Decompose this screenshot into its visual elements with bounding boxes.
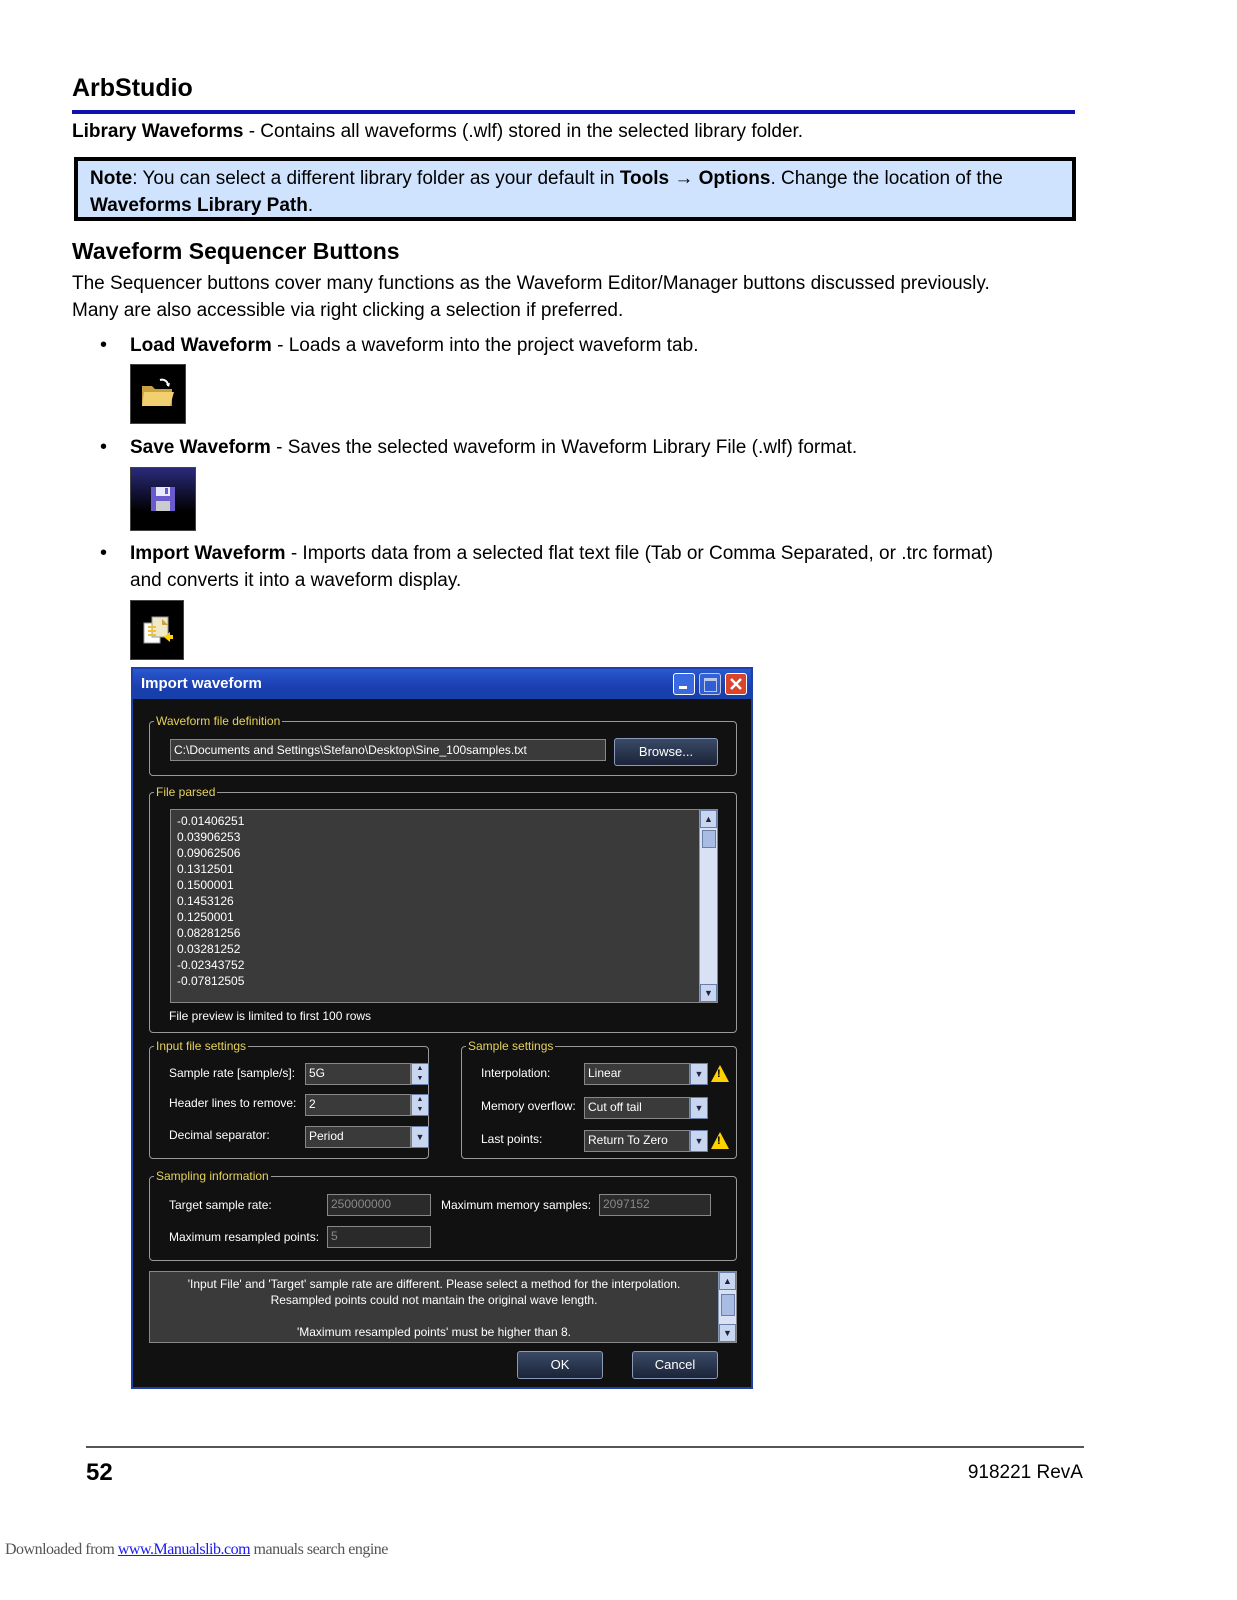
bullet-dot: •: [100, 436, 108, 458]
interpolation-label: Interpolation:: [481, 1066, 551, 1080]
note-text-1: : You can select a different library folder as your default in: [132, 168, 620, 189]
target-sample-rate-label: Target sample rate:: [169, 1198, 272, 1212]
chevron-down-icon[interactable]: ▼: [411, 1126, 429, 1148]
footer-rule: [86, 1446, 1084, 1448]
dialog-titlebar[interactable]: [133, 669, 751, 699]
list-item[interactable]: 0.1312501: [177, 862, 234, 876]
download-note: [5, 1541, 388, 1559]
list-item[interactable]: 0.1500001: [177, 878, 234, 892]
note-bold-2: Waveforms Library Path: [90, 195, 308, 216]
sample-rate-label: Sample rate [sample/s]:: [169, 1066, 296, 1080]
bullet-save-waveform: [100, 434, 858, 461]
download-suffix: manuals search engine: [250, 1541, 388, 1558]
close-icon: [726, 674, 746, 694]
list-item[interactable]: 0.1250001: [177, 910, 234, 924]
maximize-button[interactable]: [699, 673, 721, 695]
minimize-icon: [679, 686, 687, 689]
list-item[interactable]: 0.03906253: [177, 830, 241, 844]
bullet-dot: •: [100, 334, 108, 356]
preview-limit-note: File preview is limited to first 100 rows: [169, 1009, 372, 1023]
import-file-icon[interactable]: [130, 600, 184, 660]
parsed-rows: [171, 810, 717, 989]
dialog-title: Import waveform: [141, 675, 262, 692]
bullet-bold: Load Waveform: [130, 335, 272, 356]
bullet-load-waveform: [100, 332, 699, 359]
minimize-button[interactable]: [673, 673, 695, 695]
scroll-down-icon[interactable]: ▼: [700, 984, 717, 1002]
list-item[interactable]: -0.02343752: [177, 958, 245, 972]
max-resampled-points-label: Maximum resampled points:: [169, 1230, 320, 1244]
message-line-2: Resampled points could not mantain the original wave length.: [270, 1293, 598, 1307]
chevron-down-icon[interactable]: ▼: [690, 1063, 708, 1085]
maximize-icon: [704, 678, 717, 692]
page-title: ArbStudio: [72, 74, 193, 102]
warning-icon: !: [711, 1132, 729, 1149]
scroll-thumb[interactable]: [721, 1294, 735, 1316]
file-path-input[interactable]: C:\Documents and Settings\Stefano\Desktop\Sine_100samples.txt: [170, 739, 606, 761]
last-points-label: Last points:: [481, 1132, 543, 1146]
list-item[interactable]: 0.1453126: [177, 894, 234, 908]
sample-settings-legend: Sample settings: [468, 1039, 554, 1053]
list-item[interactable]: -0.01406251: [177, 814, 245, 828]
header-lines-input[interactable]: 2: [305, 1094, 411, 1116]
list-item[interactable]: -0.07812505: [177, 974, 245, 988]
memory-overflow-label: Memory overflow:: [481, 1099, 576, 1113]
note-text-3: .: [307, 195, 314, 216]
message-area[interactable]: [149, 1271, 737, 1343]
warning-icon: !: [711, 1065, 729, 1082]
section-body: [72, 270, 990, 324]
floppy-disk-icon[interactable]: [130, 467, 196, 531]
scroll-up-icon[interactable]: ▲: [719, 1272, 736, 1290]
page-number: 52: [86, 1459, 113, 1486]
parsed-values-list[interactable]: [170, 809, 718, 1003]
header-lines-label: Header lines to remove:: [169, 1096, 297, 1110]
scroll-down-icon[interactable]: ▼: [719, 1324, 736, 1342]
intro-text: - Contains all waveforms (.wlf) stored in the selected library folder.: [243, 121, 804, 142]
header-rule: [72, 110, 1075, 114]
close-button[interactable]: [725, 673, 747, 695]
max-resampled-points-field: 5: [327, 1226, 431, 1248]
bullet-text-line-2: and converts it into a waveform display.: [130, 570, 462, 591]
scroll-up-icon[interactable]: ▲: [700, 810, 717, 828]
note-bold-1: Tools → Options: [619, 168, 771, 189]
message-line-3: 'Maximum resampled points' must be higher than 8.: [296, 1325, 572, 1339]
sampling-information-legend: Sampling information: [156, 1169, 269, 1183]
bullet-dot: •: [100, 542, 108, 564]
message-text: [150, 1276, 718, 1340]
sample-rate-input[interactable]: 5G: [305, 1063, 411, 1085]
scroll-thumb[interactable]: [702, 830, 716, 848]
parsed-list-scrollbar[interactable]: [699, 810, 717, 1002]
last-points-select[interactable]: Return To Zero: [584, 1130, 690, 1152]
intro-bold: Library Waveforms: [72, 121, 244, 142]
max-memory-samples-label: Maximum memory samples:: [441, 1198, 592, 1212]
bullet-bold: Save Waveform: [130, 437, 271, 458]
list-item[interactable]: 0.03281252: [177, 942, 241, 956]
sample-rate-stepper[interactable]: ▲ ▼: [411, 1063, 429, 1085]
note-box: [74, 157, 1076, 221]
section-body-line-1: The Sequencer buttons cover many functions as the Waveform Editor/Manager buttons discussed previously.: [72, 273, 990, 294]
chevron-down-icon[interactable]: ▼: [690, 1097, 708, 1119]
section-title: Waveform Sequencer Buttons: [72, 238, 400, 264]
open-folder-icon[interactable]: [130, 364, 186, 424]
manualslib-link[interactable]: www.Manualslib.com: [117, 1541, 251, 1558]
file-definition-legend: Waveform file definition: [156, 714, 281, 728]
dialog-body: [133, 699, 751, 1387]
chevron-down-icon[interactable]: ▼: [690, 1130, 708, 1152]
message-scrollbar[interactable]: [718, 1272, 736, 1342]
note-text-2: . Change the location of the: [770, 168, 1003, 189]
revision-label: 918221 RevA: [967, 1462, 1083, 1483]
target-sample-rate-field: 250000000: [327, 1194, 431, 1216]
decimal-separator-select[interactable]: Period: [305, 1126, 411, 1148]
interpolation-select[interactable]: Linear: [584, 1063, 690, 1085]
ok-button[interactable]: OK: [517, 1351, 603, 1379]
input-file-settings-legend: Input file settings: [156, 1039, 247, 1053]
bullet-bold: Import Waveform: [130, 543, 286, 564]
list-item[interactable]: 0.08281256: [177, 926, 241, 940]
memory-overflow-select[interactable]: Cut off tail: [584, 1097, 690, 1119]
browse-button[interactable]: Browse...: [614, 738, 718, 766]
bullet-text: - Loads a waveform into the project waveform tab.: [271, 335, 699, 356]
bullet-text: - Imports data from a selected flat text file (Tab or Comma Separated, or .trc format): [285, 543, 994, 564]
message-line-1: 'Input File' and 'Target' sample rate are different. Please select a method for the interpolation.: [187, 1277, 681, 1291]
bullet-text: - Saves the selected waveform in Waveform Library File (.wlf) format.: [270, 437, 858, 458]
download-prefix: Downloaded from: [5, 1541, 118, 1558]
decimal-separator-label: Decimal separator:: [169, 1128, 270, 1142]
header-lines-stepper[interactable]: ▲ ▼: [411, 1094, 429, 1116]
max-memory-samples-field: 2097152: [599, 1194, 711, 1216]
list-item[interactable]: 0.09062506: [177, 846, 241, 860]
file-parsed-legend: File parsed: [156, 785, 216, 799]
import-waveform-dialog: [131, 667, 753, 1389]
section-body-line-2: Many are also accessible via right clicking a selection if preferred.: [72, 300, 624, 321]
intro-paragraph: [72, 118, 803, 145]
note-label: Note: [90, 168, 133, 189]
bullet-import-waveform: [100, 540, 994, 591]
cancel-button[interactable]: Cancel: [632, 1351, 718, 1379]
